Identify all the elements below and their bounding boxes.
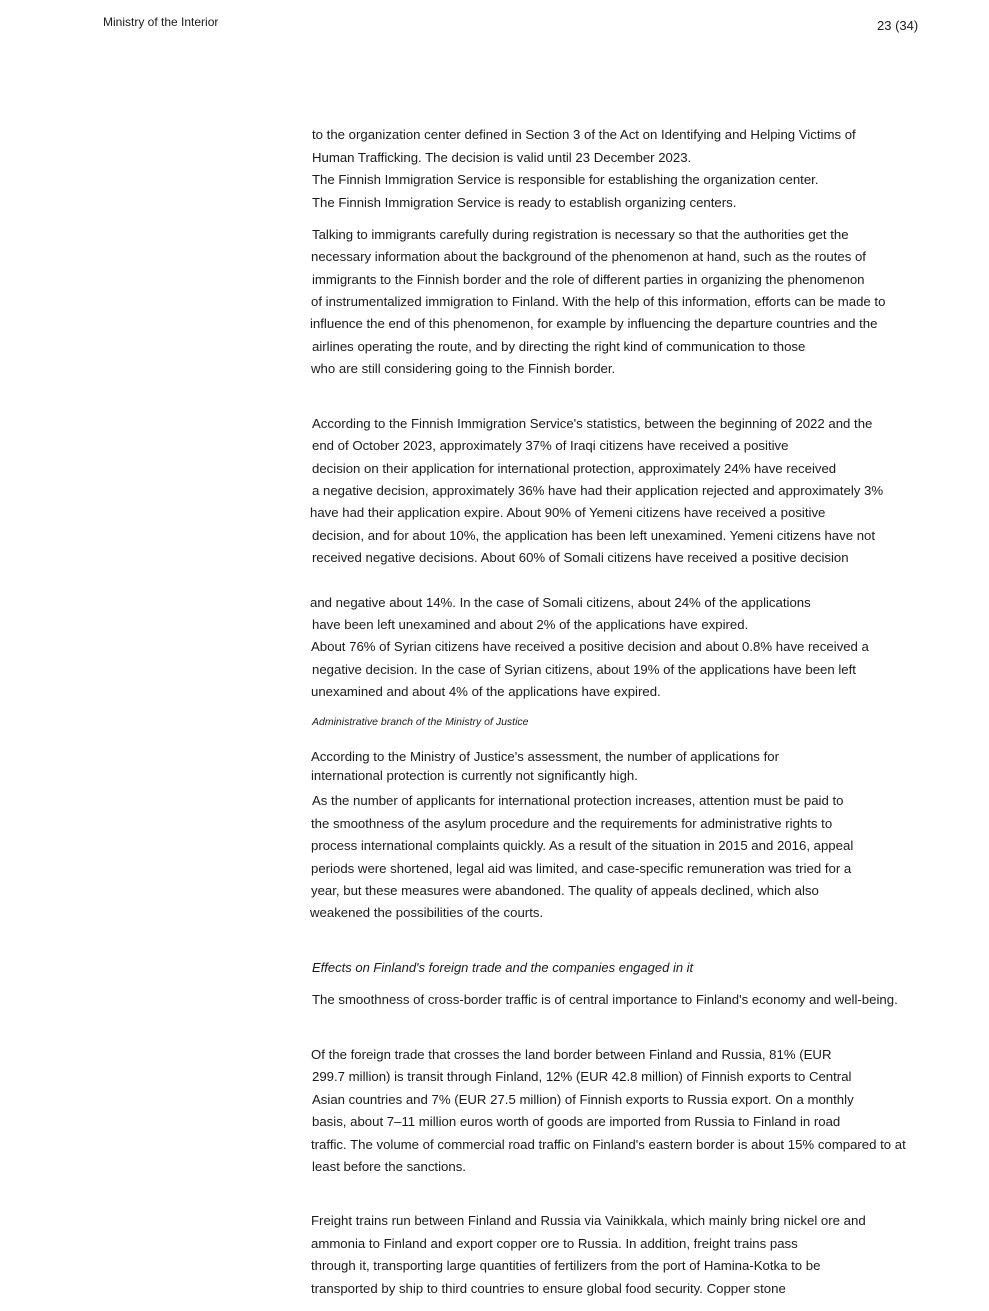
text-line: negative decision. In the case of Syrian citizens, about 19% of the applications have been left xyxy=(312,662,856,677)
text-line: of instrumentalized immigration to Finland. With the help of this information, efforts can be made to xyxy=(311,294,886,309)
text-line: weakened the possibilities of the courts. xyxy=(310,905,544,920)
text-line: to the organization center defined in Section 3 of the Act on Identifying and Helping Victims of xyxy=(312,127,856,142)
text-line: decision on their application for international protection, approximately 24% have received xyxy=(312,461,837,476)
text-line: unexamined and about 4% of the applications have expired. xyxy=(311,684,661,699)
text-line: 299.7 million) is transit through Finland, 12% (EUR 42.8 million) of Finnish exports to Central xyxy=(312,1069,852,1084)
text-line: have been left unexamined and about 2% of the applications have expired. xyxy=(312,617,749,632)
text-line: immigrants to the Finnish border and the role of different parties in organizing the phenomenon xyxy=(312,272,865,287)
text-line: the smoothness of the asylum procedure and the requirements for administrative rights to xyxy=(311,816,833,831)
text-line: The smoothness of cross-border traffic is of central importance to Finland's economy and well-being. xyxy=(312,992,898,1007)
text-line: year, but these measures were abandoned. The quality of appeals declined, which also xyxy=(311,883,819,898)
text-line: process international complaints quickly. As a result of the situation in 2015 and 2016, appeal xyxy=(311,838,854,853)
text-line: received negative decisions. About 60% of Somali citizens have received a positive decision xyxy=(312,550,849,565)
organization-name: Ministry of the Interior xyxy=(103,15,219,29)
page-number: 23 (34) xyxy=(877,18,919,33)
text-line: who are still considering going to the Finnish border. xyxy=(311,361,616,376)
text-line: airlines operating the route, and by directing the right kind of communication to those xyxy=(312,339,806,354)
text-line: have had their application expire. About 90% of Yemeni citizens have received a positive xyxy=(310,505,826,520)
text-line: According to the Finnish Immigration Service's statistics, between the beginning of 2022 and the xyxy=(312,416,873,431)
text-line: As the number of applicants for international protection increases, attention must be paid to xyxy=(312,793,844,808)
text-line: According to the Ministry of Justice's assessment, the number of applications for xyxy=(311,749,779,764)
text-line: a negative decision, approximately 36% have had their application rejected and approximately 3% xyxy=(312,483,884,498)
text-line: end of October 2023, approximately 37% of Iraqi citizens have received a positive xyxy=(312,438,789,453)
text-line: ammonia to Finland and export copper ore to Russia. In addition, freight trains pass xyxy=(311,1236,798,1251)
text-line: Freight trains run between Finland and Russia via Vainikkala, which mainly bring nickel ore and xyxy=(311,1213,866,1228)
text-line: Human Trafficking. The decision is valid until 23 December 2023. xyxy=(312,150,692,165)
text-line: transported by ship to third countries to ensure global food security. Copper stone xyxy=(311,1281,786,1296)
text-line: The Finnish Immigration Service is responsible for establishing the organization center. xyxy=(312,172,819,187)
text-line: Asian countries and 7% (EUR 27.5 million) of Finnish exports to Russia export. On a monthly xyxy=(312,1092,854,1107)
text-line: traffic. The volume of commercial road traffic on Finland's eastern border is about 15% compared to at xyxy=(311,1137,906,1152)
text-line: through it, transporting large quantities of fertilizers from the port of Hamina-Kotka to be xyxy=(311,1258,821,1273)
text-line: About 76% of Syrian citizens have received a positive decision and about 0.8% have received a xyxy=(311,639,869,654)
section-subheading: Administrative branch of the Ministry of Justice xyxy=(312,716,529,728)
text-line: least before the sanctions. xyxy=(312,1159,466,1174)
text-line: basis, about 7–11 million euros worth of goods are imported from Russia to Finland in road xyxy=(312,1114,841,1129)
text-line: and negative about 14%. In the case of Somali citizens, about 24% of the applications xyxy=(310,595,811,610)
text-line: decision, and for about 10%, the application has been left unexamined. Yemeni citizens have not xyxy=(312,528,876,543)
section-subheading: Effects on Finland's foreign trade and the companies engaged in it xyxy=(312,960,694,975)
text-line: The Finnish Immigration Service is ready to establish organizing centers. xyxy=(312,195,737,210)
text-line: influence the end of this phenomenon, for example by influencing the departure countries and the xyxy=(310,316,878,331)
text-line: Of the foreign trade that crosses the land border between Finland and Russia, 81% (EUR xyxy=(311,1047,832,1062)
text-line: international protection is currently not significantly high. xyxy=(311,768,638,783)
text-line: periods were shortened, legal aid was limited, and case-specific remuneration was tried for a xyxy=(311,861,852,876)
text-line: necessary information about the background of the phenomenon at hand, such as the routes of xyxy=(311,249,866,264)
text-line: Talking to immigrants carefully during registration is necessary so that the authorities get the xyxy=(312,227,849,242)
